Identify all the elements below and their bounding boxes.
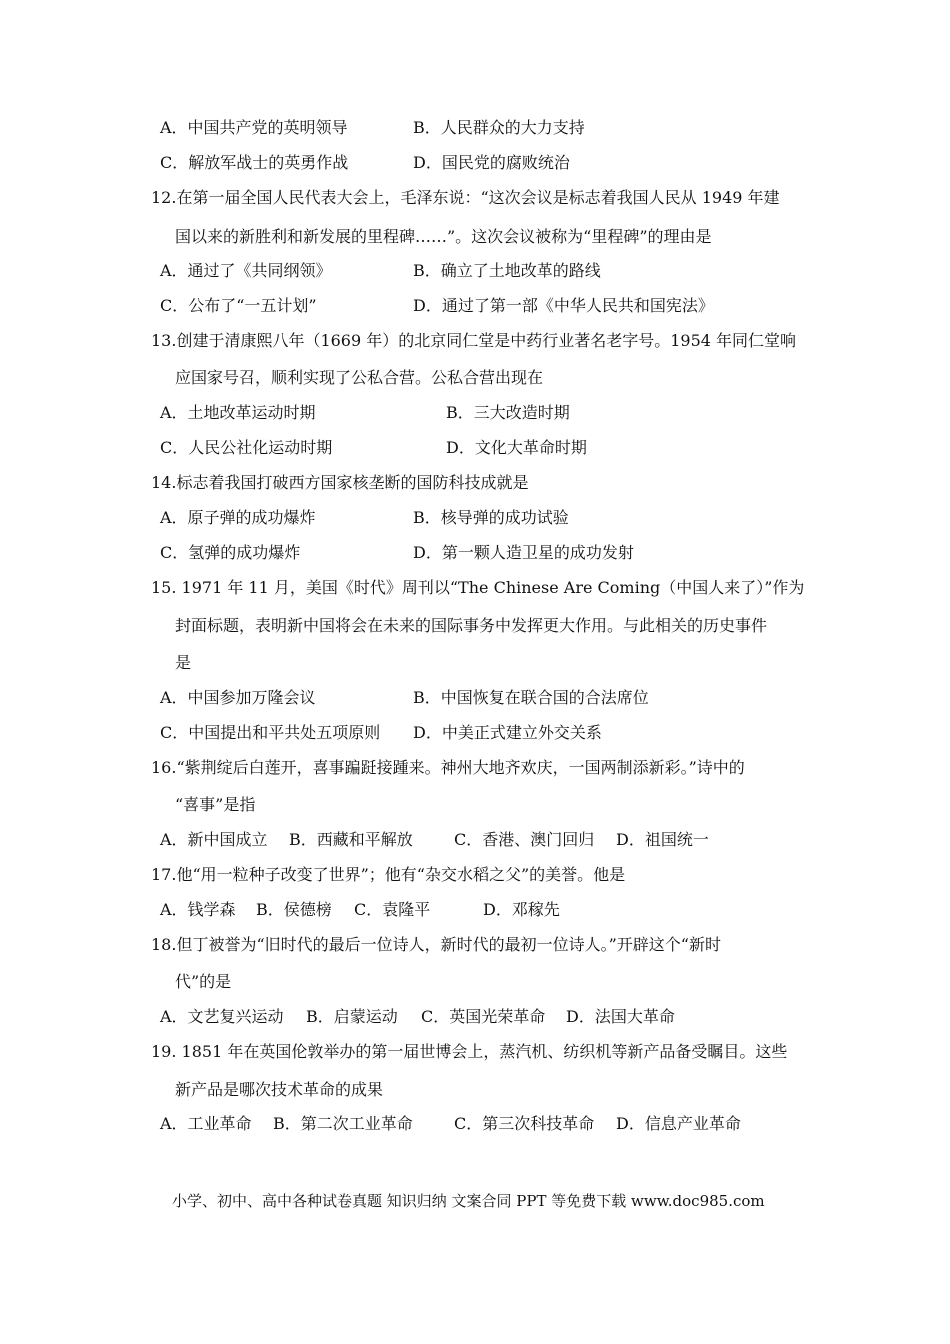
q17-option-d: D．邓稼先	[483, 900, 560, 919]
q13-option-b: B．三大改造时期	[446, 403, 570, 422]
page-footer: 小学、初中、高中各种试卷真题 知识归纳 文案合同 PPT 等免费下载 www.doc985.com	[172, 1192, 765, 1210]
q15-option-c: C．中国提出和平共处五项原则	[160, 723, 381, 742]
q11-option-b: B．人民群众的大力支持	[413, 118, 585, 137]
q13-option-d: D．文化大革命时期	[446, 438, 587, 457]
q12-stem-line-2: 国以来的新胜利和新发展的里程碑……”。这次会议被称为“里程碑”的理由是	[175, 227, 712, 246]
q16-stem-line-2: “喜事”是指	[175, 795, 256, 814]
q13-stem-line-2: 应国家号召，顺利实现了公私合营。公私合营出现在	[175, 368, 544, 387]
q19-option-a: A．工业革命	[160, 1114, 252, 1133]
q15-stem-line-3: 是	[175, 653, 192, 672]
q17-option-a: A．钱学森	[160, 900, 236, 919]
q18-option-d: D．法国大革命	[566, 1007, 675, 1026]
q15-option-b: B．中国恢复在联合国的合法席位	[413, 688, 649, 707]
q16-stem-line-1: 16.“紫荆绽后白莲开，喜事蹁跹接踵来。神州大地齐欢庆，一国两制添新彩。”诗中的	[151, 758, 745, 777]
q11-option-a: A．中国共产党的英明领导	[160, 118, 348, 137]
q17-option-c: C．袁隆平	[354, 900, 431, 919]
q18-option-a: A．文艺复兴运动	[160, 1007, 284, 1026]
q17-stem-line-1: 17.他“用一粒种子改变了世界”；他有“杂交水稻之父”的美誉。他是	[151, 865, 626, 884]
q14-option-d: D．第一颗人造卫星的成功发射	[413, 543, 634, 562]
q15-option-d: D．中美正式建立外交关系	[413, 723, 602, 742]
q18-stem-line-1: 18.但丁被誉为“旧时代的最后一位诗人，新时代的最初一位诗人。”开辟这个“新时	[151, 935, 721, 954]
q18-option-c: C．英国光荣革命	[421, 1007, 546, 1026]
q14-option-c: C．氢弹的成功爆炸	[160, 543, 301, 562]
q13-stem-line-1: 13.创建于清康熙八年（1669 年）的北京同仁堂是中药行业著名老字号。1954 年同仁堂响	[151, 331, 797, 350]
q14-option-b: B．核导弹的成功试验	[413, 508, 569, 527]
q13-option-a: A．土地改革运动时期	[160, 403, 316, 422]
q19-option-c: C．第三次科技革命	[454, 1114, 595, 1133]
q12-option-a: A．通过了《共同纲领》	[160, 261, 332, 280]
q16-option-d: D．祖国统一	[616, 830, 709, 849]
q14-stem-line-1: 14.标志着我国打破西方国家核垄断的国防科技成就是	[151, 473, 529, 492]
q19-stem-line-1: 19. 1851 年在英国伦敦举办的第一届世博会上，蒸汽机、纺织机等新产品备受瞩目。这些	[151, 1042, 788, 1061]
q19-stem-line-2: 新产品是哪次技术革命的成果	[175, 1080, 384, 1099]
q15-stem-line-2: 封面标题，表明新中国将会在未来的国际事务中发挥更大作用。与此相关的历史事件	[175, 616, 768, 635]
q13-option-c: C．人民公社化运动时期	[160, 438, 333, 457]
q12-stem-line-1: 12.在第一届全国人民代表大会上，毛泽东说：“这次会议是标志着我国人民从 1949 年建	[151, 188, 780, 207]
q18-stem-line-2: 代”的是	[175, 972, 232, 991]
q14-option-a: A．原子弹的成功爆炸	[160, 508, 316, 527]
q12-option-c: C．公布了“一五计划”	[160, 296, 317, 315]
q15-option-a: A．中国参加万隆会议	[160, 688, 316, 707]
q16-option-b: B．西藏和平解放	[289, 830, 413, 849]
q11-option-c: C．解放军战士的英勇作战	[160, 153, 349, 172]
q18-option-b: B．启蒙运动	[306, 1007, 398, 1026]
q19-option-b: B．第二次工业革命	[273, 1114, 413, 1133]
q16-option-c: C．香港、澳门回归	[454, 830, 595, 849]
q19-option-d: D．信息产业革命	[616, 1114, 741, 1133]
q12-option-b: B．确立了土地改革的路线	[413, 261, 601, 280]
q15-stem-line-1: 15. 1971 年 11 月，美国《时代》周刊以“The Chinese Are Coming（中国人来了）”作为	[151, 578, 805, 597]
q12-option-d: D．通过了第一部《中华人民共和国宪法》	[413, 296, 714, 315]
q16-option-a: A．新中国成立	[160, 830, 268, 849]
q17-option-b: B．侯德榜	[256, 900, 332, 919]
q11-option-d: D．国民党的腐败统治	[413, 153, 570, 172]
